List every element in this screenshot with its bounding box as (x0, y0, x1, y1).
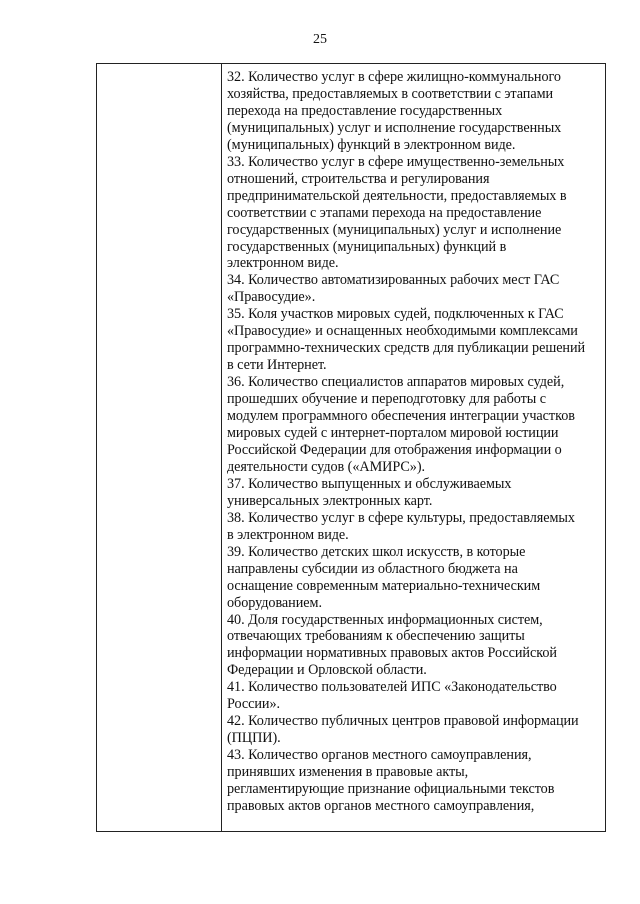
text-line: (муниципальных) функций в электронном виде. (227, 136, 516, 153)
text-line: государственных (муниципальных) услуг и исполнение (227, 221, 562, 238)
text-line: информации нормативных правовых актов Российской (227, 645, 557, 662)
text-line: программно-технических средств для публикации решений (227, 340, 586, 357)
text-line: отношений, строительства и регулирования (227, 170, 490, 187)
text-line: оборудованием. (227, 594, 322, 611)
text-line: 42. Количество публичных центров правовой информации (227, 713, 579, 730)
text-line: Федерации и Орловской области. (227, 662, 427, 679)
text-line: деятельности судов («АМИРС»). (227, 458, 425, 475)
text-line: 41. Количество пользователей ИПС «Законодательство (227, 679, 557, 696)
text-line: хозяйства, предоставляемых в соответствии с этапами (227, 85, 554, 102)
text-line: прошедших обучение и переподготовку для работы с (227, 391, 547, 408)
text-line: государственных (муниципальных) функций в (227, 238, 507, 255)
text-line: мировых судей с интернет-порталом мировой юстиции (227, 425, 559, 442)
text-line: Российской Федерации для отображения информации о (227, 441, 562, 458)
text-line: в сети Интернет. (227, 357, 327, 374)
text-line: перехода на предоставление государственных (227, 102, 503, 119)
column-divider (221, 64, 222, 831)
page-number: 25 (313, 32, 327, 47)
indicators-table (96, 63, 606, 832)
text-line: 33. Количество услуг в сфере имущественно-земельных (227, 153, 565, 170)
indicator-list-cell (227, 69, 603, 815)
text-line: электронном виде. (227, 255, 339, 272)
text-line: в электронном виде. (227, 526, 349, 543)
text-line: (ПЦПИ). (227, 730, 281, 747)
text-line: универсальных электронных карт. (227, 492, 433, 509)
text-line: 36. Количество специалистов аппаратов мировых судей, (227, 374, 565, 391)
text-line: «Правосудие» и оснащенных необходимыми комплексами (227, 323, 578, 340)
text-line: России». (227, 696, 281, 713)
text-line: 35. Коля участков мировых судей, подключенных к ГАС (227, 306, 564, 323)
left-cell (97, 64, 221, 831)
text-line: оснащение современным материально-техническим (227, 577, 541, 594)
text-line: регламентирующие признание официальными текстов (227, 781, 555, 798)
text-line: модулем программного обеспечения интеграции участков (227, 408, 575, 425)
text-line: направлены субсидии из областного бюджета на (227, 560, 518, 577)
text-line: 39. Количество детских школ искусств, в которые (227, 543, 526, 560)
text-line: 32. Количество услуг в сфере жилищно-коммунального (227, 69, 561, 85)
text-line: предпринимательской деятельности, предоставляемых в (227, 187, 567, 204)
text-line: соответствии с этапами перехода на предоставление (227, 204, 542, 221)
text-line: 34. Количество автоматизированных рабочих мест ГАС (227, 272, 560, 289)
text-line: (муниципальных) услуг и исполнение государственных (227, 119, 562, 136)
text-line: «Правосудие». (227, 289, 316, 306)
text-line: 38. Количество услуг в сфере культуры, предоставляемых (227, 509, 575, 526)
text-line: принявших изменения в правовые акты, (227, 764, 469, 781)
text-line: 40. Доля государственных информационных систем, (227, 611, 543, 628)
text-line: 37. Количество выпущенных и обслуживаемых (227, 475, 512, 492)
text-line: правовых актов органов местного самоуправления, (227, 797, 535, 814)
text-line: 43. Количество органов местного самоуправления, (227, 747, 532, 764)
text-line: отвечающих требованиям к обеспечению защиты (227, 628, 525, 645)
